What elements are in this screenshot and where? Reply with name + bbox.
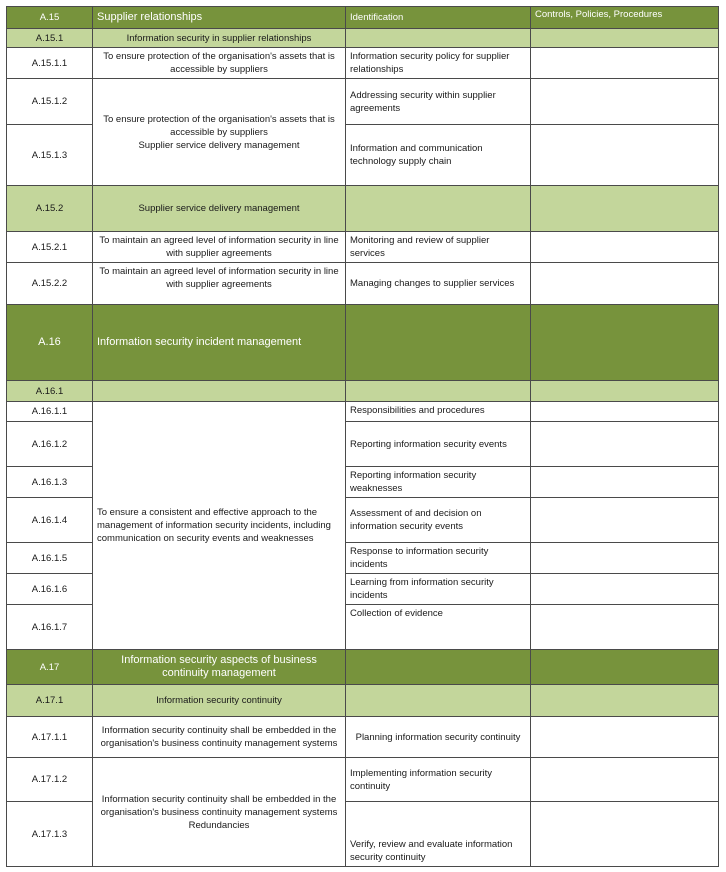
control-row [7, 48, 719, 79]
section-title: Information security aspects of business continuity management [93, 650, 346, 685]
control-identification: Verify, review and evaluate information security continuity [346, 802, 531, 867]
controls-cell [531, 79, 719, 125]
controls-cell [531, 717, 719, 758]
objective-line: Information security continuity shall be embedded in the organisation's business continuity management systems [100, 793, 338, 818]
control-id: A.16.1.5 [7, 543, 93, 574]
control-identification: Collection of evidence [346, 605, 531, 650]
control-identification: Responsibilities and procedures [346, 402, 531, 422]
control-id: A.17.1.1 [7, 717, 93, 758]
section-id: A.17 [7, 650, 93, 685]
objective-line: Redundancies [188, 819, 250, 831]
empty-cell [346, 186, 531, 232]
empty-cell [346, 685, 531, 717]
control-identification: Reporting information security weaknesses [346, 467, 531, 498]
subsection-id: A.17.1 [7, 685, 93, 717]
section-row-a15 [7, 7, 719, 29]
control-id: A.15.1.3 [7, 125, 93, 186]
control-identification: Learning from information security incidents [346, 574, 531, 605]
controls-cell [531, 48, 719, 79]
empty-cell [346, 29, 531, 48]
control-id: A.15.1.1 [7, 48, 93, 79]
empty-cell [531, 186, 719, 232]
empty-cell [93, 381, 346, 402]
control-row [7, 232, 719, 263]
empty-cell [531, 305, 719, 381]
control-id: A.17.1.2 [7, 758, 93, 802]
control-id: A.16.1.7 [7, 605, 93, 650]
merged-objective [93, 79, 346, 186]
control-id: A.16.1.6 [7, 574, 93, 605]
subsection-row [7, 381, 719, 402]
control-row [7, 79, 719, 125]
subsection-title: Information security in supplier relationships [93, 29, 346, 48]
controls-cell [531, 125, 719, 186]
control-identification: Managing changes to supplier services [346, 263, 531, 305]
control-id: A.15.2.1 [7, 232, 93, 263]
controls-cell [531, 498, 719, 543]
merged-objective: To ensure a consistent and effective approach to the management of information security incidents, including communication on security events and weaknesses [93, 402, 346, 650]
control-identification: Implementing information security continuity [346, 758, 531, 802]
controls-cell [531, 574, 719, 605]
section-id: A.16 [7, 305, 93, 381]
control-id: A.16.1.3 [7, 467, 93, 498]
control-identification: Addressing security within supplier agreements [346, 79, 531, 125]
control-id: A.15.2.2 [7, 263, 93, 305]
control-id: A.16.1.2 [7, 422, 93, 467]
subsection-id: A.15.2 [7, 186, 93, 232]
control-row [7, 402, 719, 422]
control-objective: To maintain an agreed level of information security in line with supplier agreements [93, 263, 346, 305]
empty-cell [531, 685, 719, 717]
controls-cell [531, 467, 719, 498]
merged-objective [93, 758, 346, 867]
control-identification: Information and communication technology supply chain [346, 125, 531, 186]
subsection-row [7, 685, 719, 717]
controls-cell [531, 605, 719, 650]
control-identification: Reporting information security events [346, 422, 531, 467]
control-identification: Information security policy for supplier relationships [346, 48, 531, 79]
empty-cell [531, 381, 719, 402]
control-id: A.16.1.4 [7, 498, 93, 543]
control-objective: To ensure protection of the organisation's assets that is accessible by suppliers [93, 48, 346, 79]
controls-table [6, 6, 719, 867]
control-row [7, 717, 719, 758]
empty-cell [346, 381, 531, 402]
empty-cell [346, 650, 531, 685]
subsection-row [7, 29, 719, 48]
control-identification: Planning information security continuity [346, 717, 531, 758]
control-identification: Monitoring and review of supplier services [346, 232, 531, 263]
section-title: Information security incident management [93, 305, 346, 381]
empty-cell [531, 650, 719, 685]
control-objective: To maintain an agreed level of information security in line with supplier agreements [93, 232, 346, 263]
control-id: A.16.1.1 [7, 402, 93, 422]
control-identification: Assessment of and decision on information security events [346, 498, 531, 543]
controls-cell [531, 402, 719, 422]
control-objective: Information security continuity shall be embedded in the organisation's business continuity management systems [93, 717, 346, 758]
subsection-row [7, 186, 719, 232]
controls-cell [531, 543, 719, 574]
column-header-controls: Controls, Policies, Procedures [531, 7, 719, 29]
control-id: A.17.1.3 [7, 802, 93, 867]
objective-line: Supplier service delivery management [138, 139, 300, 151]
controls-cell [531, 758, 719, 802]
control-id: A.15.1.2 [7, 79, 93, 125]
empty-cell [531, 29, 719, 48]
control-row [7, 758, 719, 802]
subsection-id: A.15.1 [7, 29, 93, 48]
control-identification: Response to information security incidents [346, 543, 531, 574]
controls-cell [531, 422, 719, 467]
controls-cell [531, 232, 719, 263]
subsection-title: Supplier service delivery management [93, 186, 346, 232]
column-header-identification: Identification [346, 7, 531, 29]
section-title: Supplier relationships [93, 7, 346, 29]
subsection-title: Information security continuity [93, 685, 346, 717]
section-row-a17 [7, 650, 719, 685]
section-row-a16 [7, 305, 719, 381]
section-id: A.15 [7, 7, 93, 29]
controls-cell [531, 263, 719, 305]
empty-cell [346, 305, 531, 381]
subsection-id: A.16.1 [7, 381, 93, 402]
controls-cell [531, 802, 719, 867]
objective-line: To ensure protection of the organisation's assets that is accessible by suppliers [103, 113, 335, 138]
control-row [7, 263, 719, 305]
